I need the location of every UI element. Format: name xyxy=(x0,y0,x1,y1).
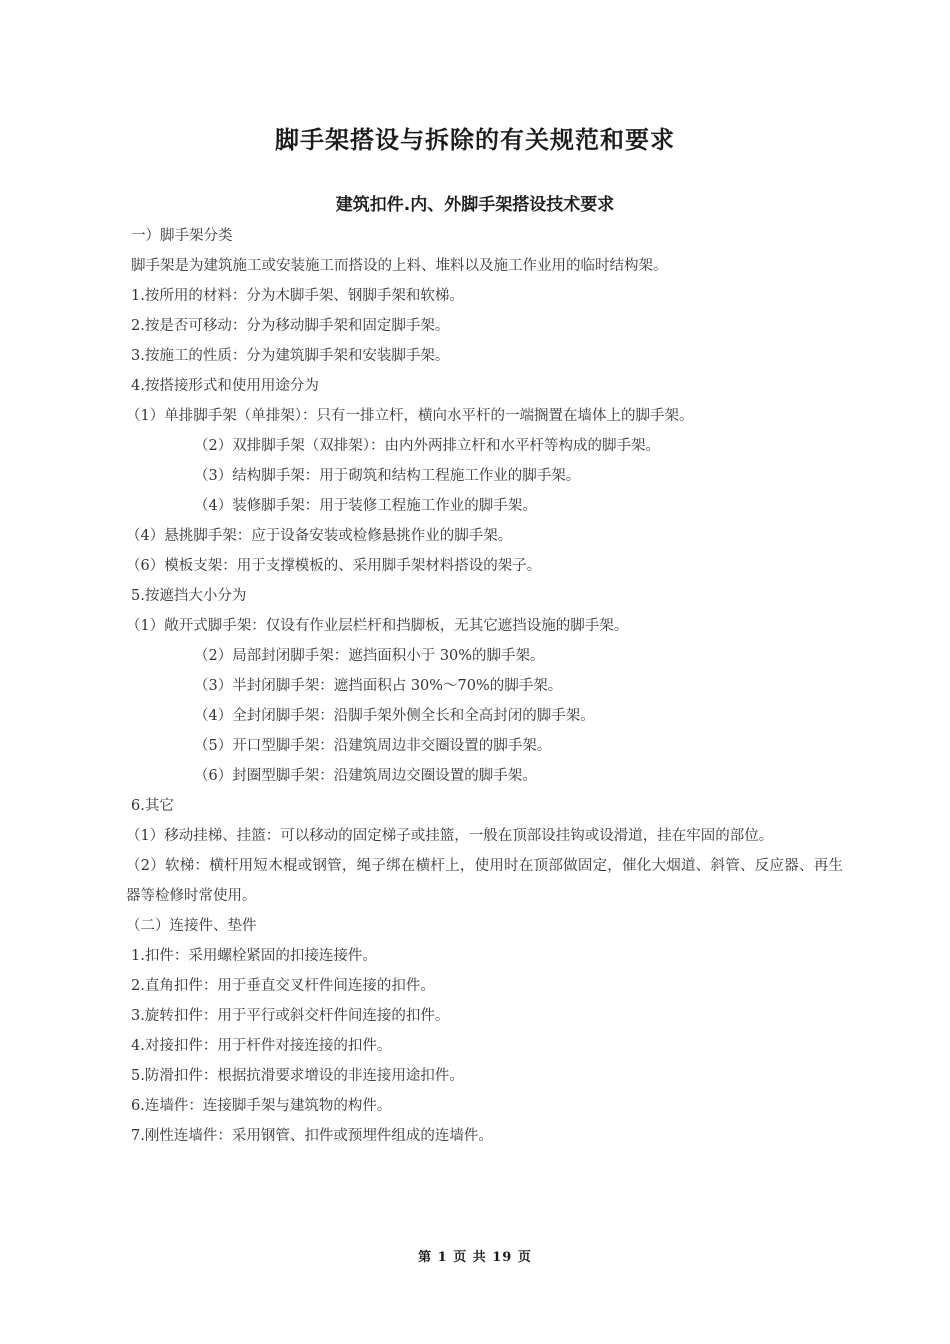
paragraph-line: （5）开口型脚手架：沿建筑周边非交圈设置的脚手架。 xyxy=(194,738,552,754)
paragraph-line: （6）封圈型脚手架：沿建筑周边交圈设置的脚手架。 xyxy=(194,768,537,784)
paragraph-line: （3）半封闭脚手架：遮挡面积占 30%～70%的脚手架。 xyxy=(194,678,563,694)
paragraph-line: （3）结构脚手架：用于砌筑和结构工程施工作业的脚手架。 xyxy=(194,468,581,484)
paragraph-line: 6.其它 xyxy=(131,798,174,814)
paragraph-line: （1）敞开式脚手架：仅设有作业层栏杆和挡脚板，无其它遮挡设施的脚手架。 xyxy=(126,618,629,634)
paragraph-line: 2.直角扣件：用于垂直交叉杆件间连接的扣件。 xyxy=(131,978,435,994)
section-heading: 建筑扣件.内、外脚手架搭设技术要求 xyxy=(335,195,615,215)
paragraph-line: （2）软梯：横杆用短木棍或钢管，绳子绑在横杆上，使用时在顶部做固定，催化大烟道、斜管、反应器、再生器等检修时常使用。 xyxy=(126,858,843,904)
paragraph-line: 2.按是否可移动：分为移动脚手架和固定脚手架。 xyxy=(131,318,450,334)
paragraph-line: 1.按所用的材料：分为木脚手架、钢脚手架和软梯。 xyxy=(131,288,464,304)
paragraph-line: （二）连接件、垫件 xyxy=(126,918,257,934)
paragraph-line: （2）双排脚手架（双排架）：由内外两排立杆和水平杆等构成的脚手架。 xyxy=(194,438,660,454)
paragraph-line: 4.对接扣件：用于杆件对接连接的扣件。 xyxy=(131,1038,392,1054)
paragraph-line: 3.按施工的性质：分为建筑脚手架和安装脚手架。 xyxy=(131,348,450,364)
paragraph-line: 3.旋转扣件：用于平行或斜交杆件间连接的扣件。 xyxy=(131,1008,450,1024)
paragraph-line: 5.防滑扣件：根据抗滑要求增设的非连接用途扣件。 xyxy=(131,1068,464,1084)
paragraph-line: 4.按搭接形式和使用用途分为 xyxy=(131,378,319,394)
paragraph-line: 脚手架是为建筑施工或安装施工而搭设的上料、堆料以及施工作业用的临时结构架。 xyxy=(131,258,668,274)
document-body xyxy=(126,221,843,1151)
page-footer: 第 1 页 共 19 页 xyxy=(418,1250,532,1265)
paragraph-line: （4）悬挑脚手架：应于设备安装或检修悬挑作业的脚手架。 xyxy=(126,528,513,544)
paragraph-line: （2）局部封闭脚手架：遮挡面积小于 30%的脚手架。 xyxy=(194,648,545,664)
document-title: 脚手架搭设与拆除的有关规范和要求 xyxy=(275,126,675,154)
paragraph-line: （4）装修脚手架：用于装修工程施工作业的脚手架。 xyxy=(194,498,537,514)
paragraph-line: 一）脚手架分类 xyxy=(131,228,233,244)
paragraph-line: 7.刚性连墙件：采用钢管、扣件或预埋件组成的连墙件。 xyxy=(131,1128,493,1144)
paragraph-line: （1）移动挂梯、挂篮：可以移动的固定梯子或挂篮，一般在顶部设挂钩或设滑道，挂在牢固的部位。 xyxy=(126,828,774,844)
paragraph-line: （6）模板支架：用于支撑模板的、采用脚手架材料搭设的架子。 xyxy=(126,558,542,574)
paragraph-line: 5.按遮挡大小分为 xyxy=(131,588,247,604)
paragraph-line: 6.连墙件：连接脚手架与建筑物的构件。 xyxy=(131,1098,392,1114)
paragraph-line: （1）单排脚手架（单排架）：只有一排立杆，横向水平杆的一端搁置在墙体上的脚手架。 xyxy=(126,408,694,424)
paragraph-line: （4）全封闭脚手架：沿脚手架外侧全长和全高封闭的脚手架。 xyxy=(194,708,595,724)
paragraph-line: 1.扣件：采用螺栓紧固的扣接连接件。 xyxy=(131,948,377,964)
